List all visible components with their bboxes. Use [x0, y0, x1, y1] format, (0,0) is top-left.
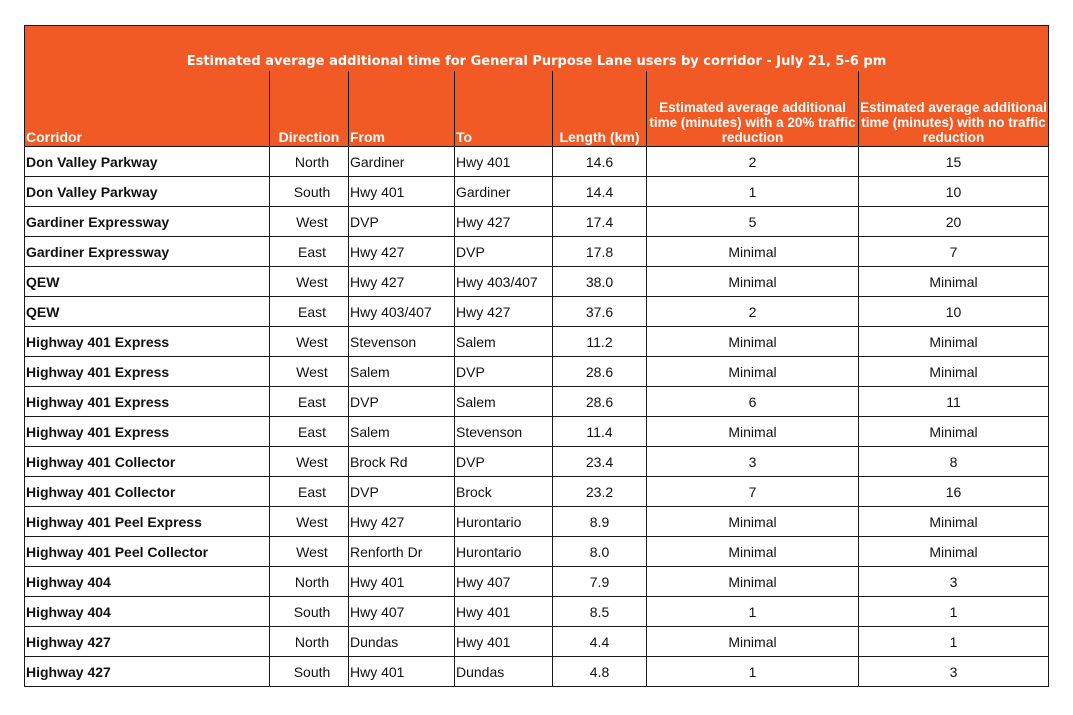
cell-direction: West [270, 267, 349, 297]
cell-with-reduction: Minimal [647, 357, 859, 387]
cell-direction: West [270, 537, 349, 567]
cell-from: Gardiner [349, 147, 455, 177]
cell-no-reduction: 8 [859, 447, 1049, 477]
cell-corridor: Gardiner Expressway [25, 237, 270, 267]
table-row [25, 177, 1049, 207]
cell-no-reduction: 11 [859, 387, 1049, 417]
cell-length: 11.2 [553, 327, 647, 357]
cell-corridor: Highway 401 Peel Express [25, 507, 270, 537]
header-with-reduction: Estimated average additional time (minutes) with a 20% traffic reduction [647, 71, 859, 147]
cell-from: Hwy 427 [349, 267, 455, 297]
cell-no-reduction: Minimal [859, 327, 1049, 357]
cell-with-reduction: 2 [647, 147, 859, 177]
cell-corridor: Highway 401 Collector [25, 447, 270, 477]
cell-to: Hwy 407 [455, 567, 553, 597]
cell-no-reduction: 3 [859, 657, 1049, 687]
cell-length: 17.8 [553, 237, 647, 267]
cell-to: Hurontario [455, 537, 553, 567]
title-row [25, 26, 1049, 72]
table-row [25, 147, 1049, 177]
cell-no-reduction: 1 [859, 627, 1049, 657]
cell-length: 38.0 [553, 267, 647, 297]
cell-with-reduction: 1 [647, 597, 859, 627]
table-row [25, 657, 1049, 687]
cell-to: Hwy 427 [455, 207, 553, 237]
cell-to: DVP [455, 357, 553, 387]
table-title: Estimated average additional time for General Purpose Lane users by corridor - July 21, 5-6 pm [25, 26, 1049, 72]
cell-corridor: QEW [25, 267, 270, 297]
table-row [25, 207, 1049, 237]
cell-corridor: Highway 401 Collector [25, 477, 270, 507]
header-direction: Direction [270, 71, 349, 147]
table-row [25, 627, 1049, 657]
cell-no-reduction: 10 [859, 297, 1049, 327]
cell-direction: West [270, 327, 349, 357]
cell-corridor: Gardiner Expressway [25, 207, 270, 237]
cell-length: 23.4 [553, 447, 647, 477]
cell-from: Hwy 401 [349, 567, 455, 597]
cell-corridor: Highway 401 Express [25, 417, 270, 447]
cell-with-reduction: Minimal [647, 237, 859, 267]
cell-no-reduction: 1 [859, 597, 1049, 627]
cell-corridor: Highway 401 Express [25, 357, 270, 387]
cell-with-reduction: 1 [647, 657, 859, 687]
cell-corridor: Highway 404 [25, 597, 270, 627]
cell-from: Hwy 401 [349, 657, 455, 687]
cell-to: Salem [455, 327, 553, 357]
table-row [25, 447, 1049, 477]
cell-from: Hwy 427 [349, 237, 455, 267]
cell-from: DVP [349, 207, 455, 237]
cell-no-reduction: 15 [859, 147, 1049, 177]
cell-no-reduction: Minimal [859, 267, 1049, 297]
cell-from: Brock Rd [349, 447, 455, 477]
cell-with-reduction: 2 [647, 297, 859, 327]
cell-direction: North [270, 627, 349, 657]
header-from: From [349, 71, 455, 147]
cell-to: Gardiner [455, 177, 553, 207]
cell-no-reduction: 16 [859, 477, 1049, 507]
cell-to: Hurontario [455, 507, 553, 537]
cell-corridor: QEW [25, 297, 270, 327]
cell-with-reduction: Minimal [647, 507, 859, 537]
cell-no-reduction: Minimal [859, 417, 1049, 447]
cell-length: 8.0 [553, 537, 647, 567]
cell-direction: East [270, 477, 349, 507]
cell-length: 28.6 [553, 387, 647, 417]
cell-direction: North [270, 567, 349, 597]
cell-from: DVP [349, 387, 455, 417]
cell-with-reduction: Minimal [647, 627, 859, 657]
cell-corridor: Highway 404 [25, 567, 270, 597]
cell-direction: North [270, 147, 349, 177]
cell-direction: South [270, 597, 349, 627]
header-to: To [455, 71, 553, 147]
cell-to: Hwy 401 [455, 147, 553, 177]
table-row [25, 387, 1049, 417]
table-row [25, 297, 1049, 327]
cell-with-reduction: 3 [647, 447, 859, 477]
cell-no-reduction: 10 [859, 177, 1049, 207]
cell-to: Salem [455, 387, 553, 417]
table-row [25, 237, 1049, 267]
cell-direction: West [270, 357, 349, 387]
cell-with-reduction: 6 [647, 387, 859, 417]
table-row [25, 597, 1049, 627]
cell-from: Stevenson [349, 327, 455, 357]
cell-corridor: Don Valley Parkway [25, 177, 270, 207]
cell-with-reduction: 5 [647, 207, 859, 237]
cell-length: 37.6 [553, 297, 647, 327]
cell-with-reduction: Minimal [647, 537, 859, 567]
cell-no-reduction: Minimal [859, 507, 1049, 537]
cell-corridor: Highway 427 [25, 627, 270, 657]
table-row [25, 507, 1049, 537]
cell-to: Hwy 403/407 [455, 267, 553, 297]
cell-length: 17.4 [553, 207, 647, 237]
cell-with-reduction: Minimal [647, 267, 859, 297]
cell-direction: West [270, 447, 349, 477]
cell-length: 28.6 [553, 357, 647, 387]
cell-to: Hwy 401 [455, 597, 553, 627]
cell-to: Dundas [455, 657, 553, 687]
cell-with-reduction: Minimal [647, 417, 859, 447]
corridor-table-sheet [24, 25, 1048, 687]
cell-direction: East [270, 417, 349, 447]
cell-length: 14.4 [553, 177, 647, 207]
cell-corridor: Don Valley Parkway [25, 147, 270, 177]
cell-corridor: Highway 401 Peel Collector [25, 537, 270, 567]
header-no-reduction: Estimated average additional time (minutes) with no traffic reduction [859, 71, 1049, 147]
cell-no-reduction: 7 [859, 237, 1049, 267]
cell-to: Hwy 427 [455, 297, 553, 327]
cell-corridor: Highway 401 Express [25, 387, 270, 417]
table-row [25, 537, 1049, 567]
cell-to: DVP [455, 237, 553, 267]
cell-direction: South [270, 657, 349, 687]
cell-to: DVP [455, 447, 553, 477]
cell-with-reduction: 1 [647, 177, 859, 207]
cell-direction: East [270, 387, 349, 417]
cell-direction: West [270, 207, 349, 237]
header-length: Length (km) [553, 71, 647, 147]
cell-length: 11.4 [553, 417, 647, 447]
cell-from: Dundas [349, 627, 455, 657]
cell-no-reduction: Minimal [859, 357, 1049, 387]
table-row [25, 327, 1049, 357]
cell-no-reduction: Minimal [859, 537, 1049, 567]
cell-with-reduction: Minimal [647, 567, 859, 597]
cell-length: 7.9 [553, 567, 647, 597]
cell-to: Stevenson [455, 417, 553, 447]
cell-with-reduction: 7 [647, 477, 859, 507]
cell-from: Renforth Dr [349, 537, 455, 567]
cell-length: 4.4 [553, 627, 647, 657]
corridor-table [24, 25, 1049, 687]
header-row [25, 71, 1049, 147]
cell-from: Hwy 427 [349, 507, 455, 537]
table-body [25, 147, 1049, 687]
cell-from: Salem [349, 417, 455, 447]
cell-length: 8.9 [553, 507, 647, 537]
table-row [25, 567, 1049, 597]
cell-corridor: Highway 401 Express [25, 327, 270, 357]
cell-direction: West [270, 507, 349, 537]
cell-from: Salem [349, 357, 455, 387]
table-row [25, 417, 1049, 447]
cell-no-reduction: 3 [859, 567, 1049, 597]
cell-length: 8.5 [553, 597, 647, 627]
table-row [25, 267, 1049, 297]
cell-length: 14.6 [553, 147, 647, 177]
cell-with-reduction: Minimal [647, 327, 859, 357]
table-row [25, 357, 1049, 387]
cell-direction: South [270, 177, 349, 207]
cell-to: Hwy 401 [455, 627, 553, 657]
cell-direction: East [270, 237, 349, 267]
cell-direction: East [270, 297, 349, 327]
cell-no-reduction: 20 [859, 207, 1049, 237]
cell-to: Brock [455, 477, 553, 507]
header-corridor: Corridor [25, 71, 270, 147]
cell-from: DVP [349, 477, 455, 507]
table-row [25, 477, 1049, 507]
cell-from: Hwy 401 [349, 177, 455, 207]
cell-corridor: Highway 427 [25, 657, 270, 687]
cell-from: Hwy 407 [349, 597, 455, 627]
cell-from: Hwy 403/407 [349, 297, 455, 327]
cell-length: 23.2 [553, 477, 647, 507]
cell-length: 4.8 [553, 657, 647, 687]
